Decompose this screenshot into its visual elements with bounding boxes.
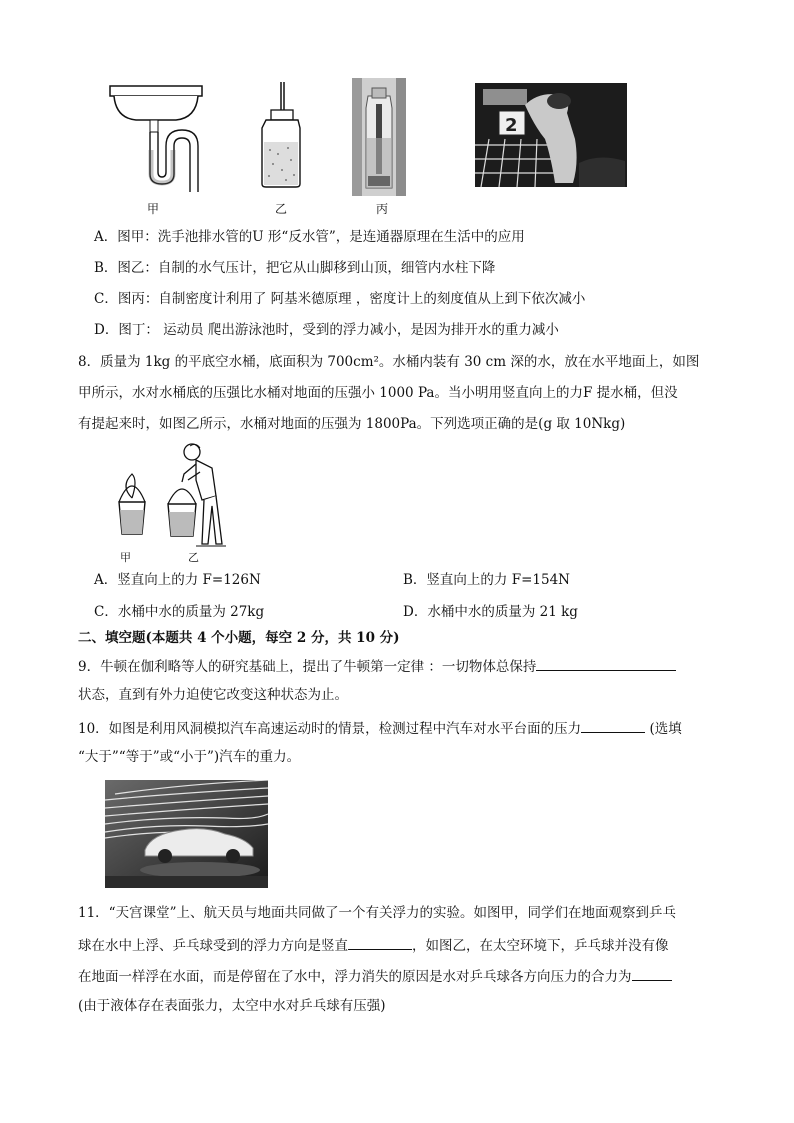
q11-text-3: 在地面一样浮在水面，而是停留在了水中，浮力消失的原因是水对乒乓球各方向压力的合力为 <box>78 969 632 985</box>
bucket-figure <box>108 440 238 562</box>
q10-answer-blank[interactable] <box>581 718 645 733</box>
q8-stem-line3: 有提起来时，如图乙所示，水桶对地面的压强为 1800Pa。下列选项正确的是(g 取 10Nkg) <box>78 416 626 432</box>
q7-option-b: B．图乙：自制的水气压计，把它从山脚移到山顶，细管内水柱下降 <box>94 260 496 276</box>
q9-text-1: 9．牛顿在伽利略等人的研究基础上，提出了牛顿第一定律 ：一切物体总保持 <box>78 659 537 675</box>
q11-text-2b: ，如图乙，在太空环境下，乒乓球并没有像 <box>412 938 669 954</box>
sink-u-tube-figure <box>106 84 206 194</box>
fig7-label-jia: 甲 <box>147 202 160 216</box>
q11-answer-blank-1[interactable] <box>348 935 412 950</box>
q8-stem-line1: 8．质量为 1kg 的平底空水桶，底面积为 700cm²。水桶内装有 30 cm 深的水，放在水平地面上，如图 <box>78 354 700 370</box>
q7-option-a: A．图甲：洗手池排水管的U 形“反水管”，是连通器原理在生活中的应用 <box>94 229 525 245</box>
q9-answer-blank[interactable] <box>536 656 676 671</box>
q10-line1 <box>78 718 682 738</box>
q11-line3 <box>78 966 672 986</box>
q11-answer-blank-2[interactable] <box>632 966 672 981</box>
q7-option-c: C．图丙：自制密度计利用了 阿基米德原理 ，密度计上的刻度值从上到下依次减小 <box>94 291 586 307</box>
density-meter-photo <box>352 78 406 196</box>
q8-stem-line2: 甲所示，水对水桶底的压强比水桶对地面的压强小 1000 Pa。当小明用竖直向上的力F 提水桶，但没 <box>78 385 678 401</box>
q10-line2: “大于”“等于”或“小于”)汽车的重力。 <box>78 749 301 765</box>
q8-option-d: D．水桶中水的质量为 21 kg <box>403 604 578 620</box>
q8-option-c: C．水桶中水的质量为 27kg <box>94 604 265 620</box>
q11-line4: (由于液体存在表面张力，太空中水对乒乓球有压强) <box>78 998 386 1014</box>
wind-tunnel-photo <box>105 780 268 888</box>
q11-line2 <box>78 935 669 955</box>
fig7-label-bing: 丙 <box>376 202 389 216</box>
q9-line2: 状态，直到有外力迫使它改变这种状态为止。 <box>78 687 348 703</box>
q9-line1 <box>78 656 676 676</box>
section-heading: 二、填空题(本题共 4 个小题，每空 2 分，共 10 分) <box>78 630 400 646</box>
q10-text-tail: (选填 <box>649 721 682 737</box>
q8-option-b: B．竖直向上的力 F=154N <box>403 572 570 588</box>
block-number: 2 <box>505 115 518 136</box>
fig8-label-jia: 甲 <box>120 551 131 564</box>
q10-text-1: 10．如图是利用风洞模拟汽车高速运动时的情景，检测过程中汽车对水平台面的压力 <box>78 721 582 737</box>
q8-option-a: A．竖直向上的力 F=126N <box>94 572 261 588</box>
q11-text-2a: 球在水中上浮、乒乓球受到的浮力方向是竖直 <box>78 938 348 954</box>
q11-line1: 11．“天宫课堂”上、航天员与地面共同做了一个有关浮力的实验。如图甲，同学们在地面观察到乒乓 <box>78 905 676 921</box>
water-barometer-figure <box>258 80 304 190</box>
fig7-label-yi: 乙 <box>275 202 288 216</box>
q7-option-d: D．图丁： 运动员 爬出游泳池时，受到的浮力减小，是因为排开水的重力减小 <box>94 322 559 338</box>
swimmer-photo <box>475 83 627 187</box>
fig8-label-yi: 乙 <box>188 551 199 564</box>
